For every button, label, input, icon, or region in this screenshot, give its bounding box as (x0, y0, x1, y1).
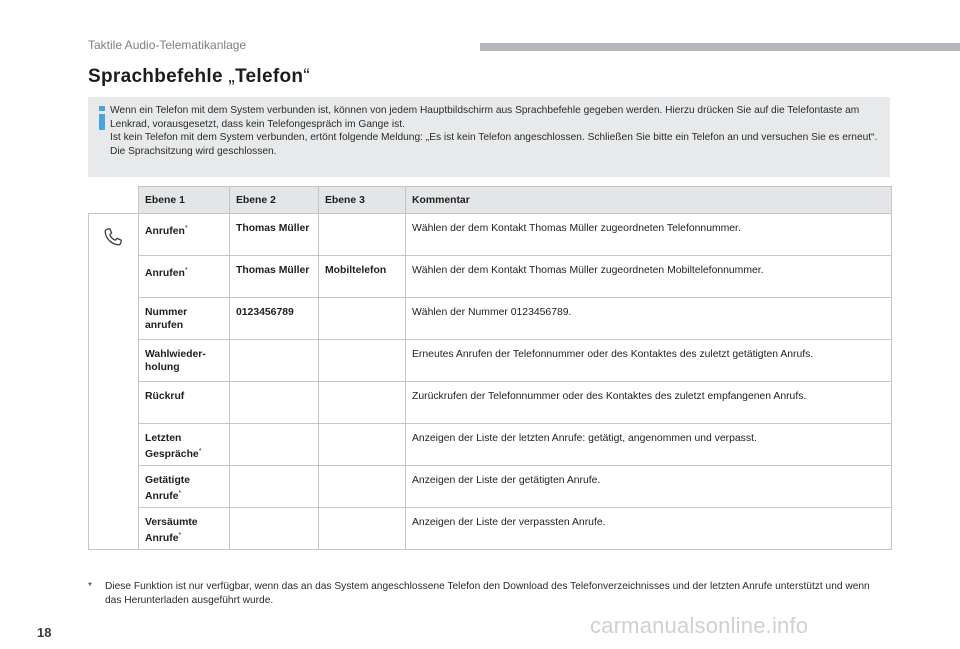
level-1-cell: Versäumte Anrufe* (139, 508, 230, 550)
column-header-level-2: Ebene 2 (230, 187, 319, 214)
level-2-cell: Thomas Müller (230, 214, 319, 256)
icon-column (89, 214, 139, 550)
comment-cell: Wählen der dem Kontakt Thomas Müller zugeordneten Telefonnummer. (406, 214, 892, 256)
table-row (89, 340, 892, 382)
table-row (89, 508, 892, 550)
level-2-cell (230, 340, 319, 382)
level-3-cell (319, 466, 406, 508)
level-2-cell (230, 424, 319, 466)
level-2-cell (230, 382, 319, 424)
level-1-cell: Letzten Gespräche* (139, 424, 230, 466)
column-header-comment: Kommentar (406, 187, 892, 214)
header-bar (480, 43, 960, 51)
page-title (88, 66, 310, 88)
voice-command-table (88, 186, 892, 550)
table-row (89, 214, 892, 256)
level-2-cell (230, 508, 319, 550)
level-3-cell (319, 214, 406, 256)
info-paragraph-2: Ist kein Telefon mit dem System verbunden, ertönt folgende Meldung: „Es ist kein Telefon angeschlossen. Schließen Sie bitte ein Telefon an und versuchen Sie es erneut“. Die Sprachsitzung wird geschlossen. (110, 132, 878, 157)
level-2-cell (230, 466, 319, 508)
watermark: carmanualsonline.info (590, 613, 809, 638)
level-2-cell: 0123456789 (230, 298, 319, 340)
page-title-word: Telefon (235, 66, 304, 87)
footnote-text: Diese Funktion ist nur verfügbar, wenn das an das System angeschlossene Telefon den Download des Telefonverzeichnisses und der letzten Anrufe unterstützt und wenn das Herunterladen ausgeführt wurde. (105, 581, 870, 606)
level-3-cell (319, 340, 406, 382)
page-title-quote-open: „ (228, 66, 236, 87)
column-header-level-3: Ebene 3 (319, 187, 406, 214)
level-1-cell: Anrufen* (139, 214, 230, 256)
info-box (88, 97, 890, 177)
table-row (89, 256, 892, 298)
info-paragraph-1: Wenn ein Telefon mit dem System verbunden ist, können von jedem Hauptbildschirm aus Sprachbefehle gegeben werden. Hierzu drücken Sie auf die Telefontaste am Lenkrad, vorausgesetzt, dass kein Telefongespräch im Gange ist. (110, 105, 860, 130)
phone-icon (102, 226, 124, 248)
info-icon (96, 106, 108, 130)
info-text (110, 104, 886, 158)
table-row (89, 424, 892, 466)
page-number: 18 (37, 625, 52, 640)
section-header-title: Taktile Audio-Telematikanlage (88, 38, 247, 52)
table-row (89, 466, 892, 508)
comment-cell: Zurückrufen der Telefonnummer oder des Kontaktes des zuletzt empfangenen Anrufs. (406, 382, 892, 424)
level-3-cell (319, 298, 406, 340)
column-header-level-1: Ebene 1 (139, 187, 230, 214)
footnote-star: * (88, 581, 92, 592)
level-2-cell: Thomas Müller (230, 256, 319, 298)
table-row (89, 382, 892, 424)
page-title-quote-close: “ (303, 66, 310, 87)
level-1-cell: Getätigte Anrufe* (139, 466, 230, 508)
comment-cell: Wählen der dem Kontakt Thomas Müller zugeordneten Mobiltelefonnummer. (406, 256, 892, 298)
footnote (88, 580, 888, 607)
level-3-cell (319, 508, 406, 550)
comment-cell: Anzeigen der Liste der getätigten Anrufe. (406, 466, 892, 508)
level-3-cell: Mobiltelefon (319, 256, 406, 298)
comment-cell: Wählen der Nummer 0123456789. (406, 298, 892, 340)
level-1-cell: Anrufen* (139, 256, 230, 298)
level-1-cell: Rückruf (139, 382, 230, 424)
table-header-row (89, 187, 892, 214)
level-3-cell (319, 424, 406, 466)
comment-cell: Anzeigen der Liste der letzten Anrufe: getätigt, angenommen und verpasst. (406, 424, 892, 466)
page-title-main: Sprachbefehle (88, 66, 229, 87)
level-1-cell: Wahlwieder- holung (139, 340, 230, 382)
comment-cell: Anzeigen der Liste der verpassten Anrufe. (406, 508, 892, 550)
level-1-cell: Nummer anrufen (139, 298, 230, 340)
level-3-cell (319, 382, 406, 424)
table-row (89, 298, 892, 340)
table-header-spacer (89, 187, 139, 214)
comment-cell: Erneutes Anrufen der Telefonnummer oder des Kontaktes des zuletzt getätigten Anrufs. (406, 340, 892, 382)
